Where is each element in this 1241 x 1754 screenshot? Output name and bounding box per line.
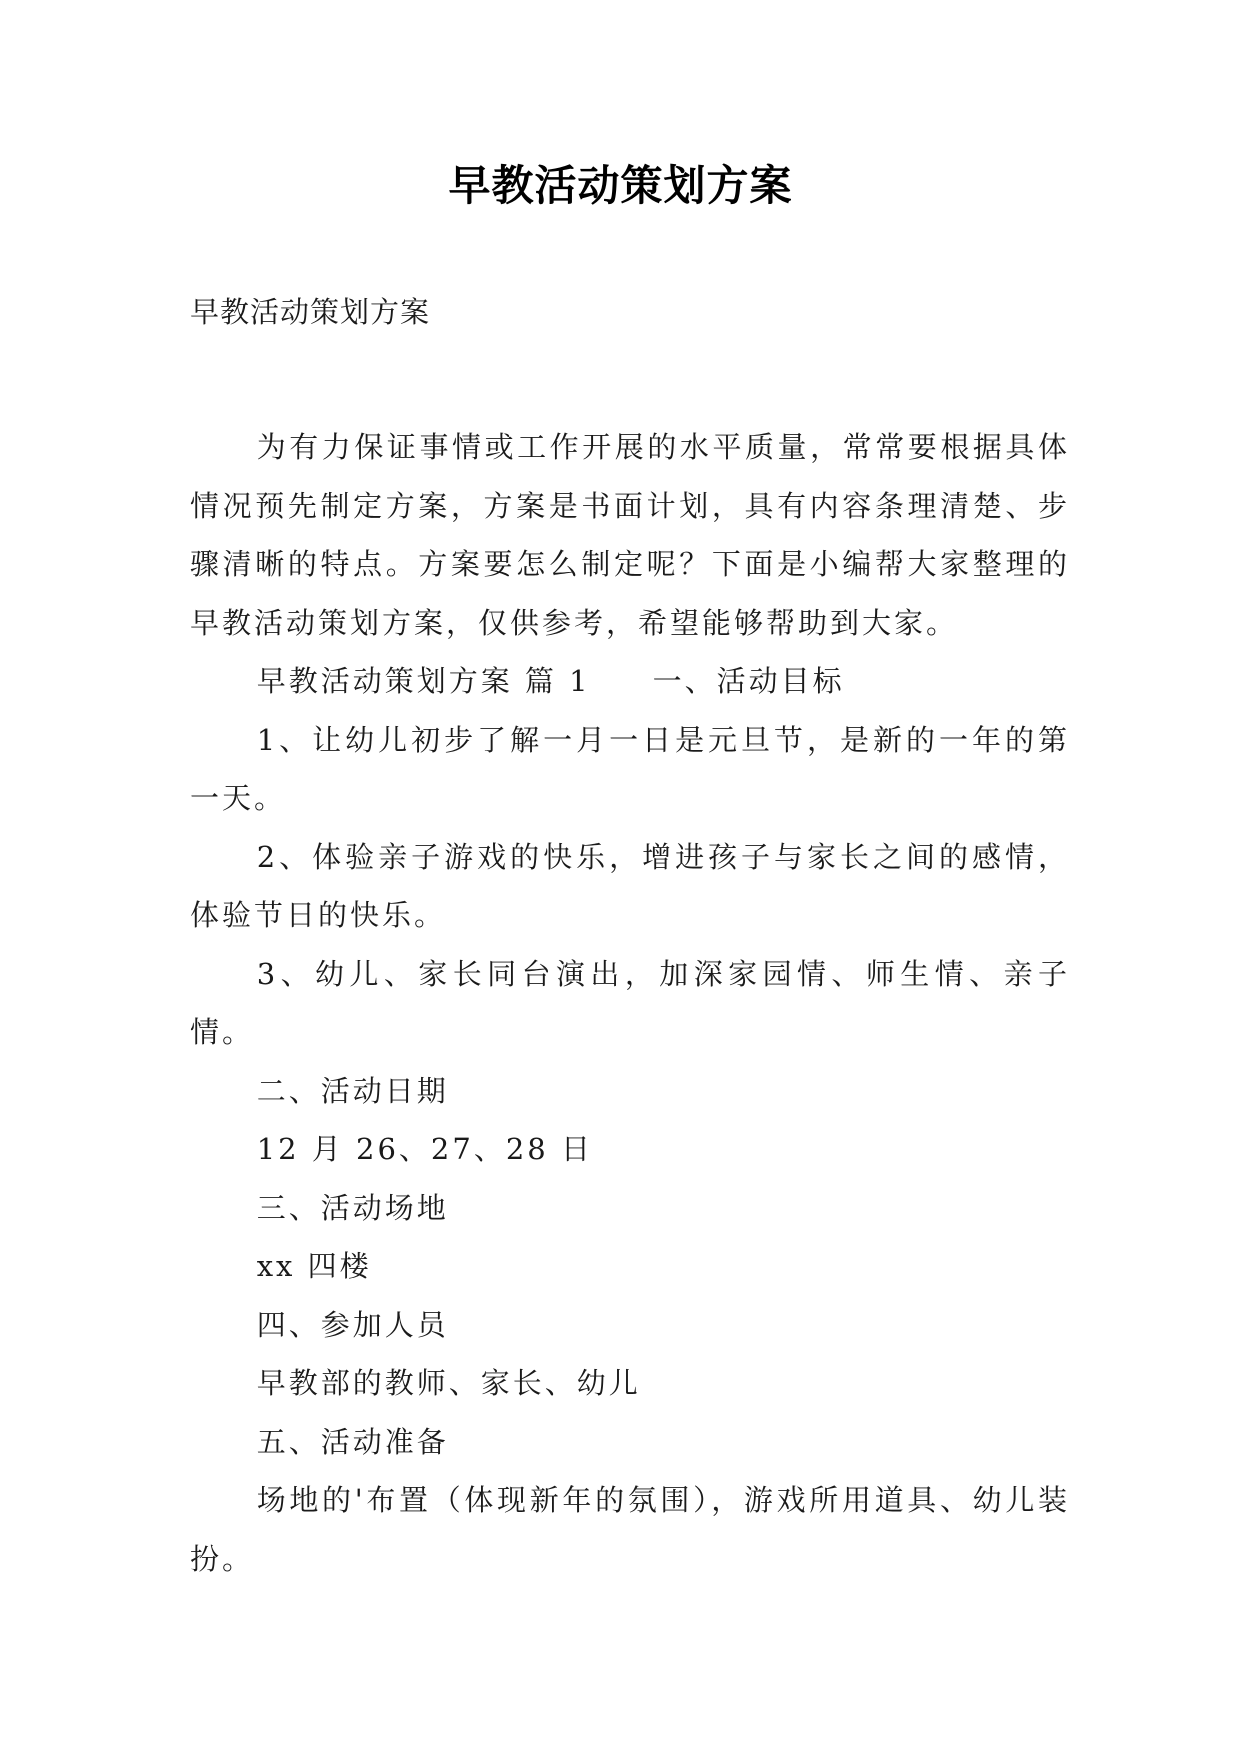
document-subtitle: 早教活动策划方案 xyxy=(190,295,431,329)
preparation-value: 场地的'布置（体现新年的氛围），游戏所用道具、幼儿装扮。 xyxy=(190,1483,1070,1576)
section-line xyxy=(190,652,1070,711)
section-heading: 一、活动目标 xyxy=(652,664,845,698)
intro-paragraph: 为有力保证事情或工作开展的水平质量，常常要根据具体情况预先制定方案，方案是书面计划，具有内容条理清楚、步骤清晰的特点。方案要怎么制定呢？下面是小编帮大家整理的早教活动策划方案，仅供参考，希望能够帮助到大家。 xyxy=(190,430,1070,640)
participants-value: 早教部的教师、家长、幼儿 xyxy=(256,1366,641,1400)
goal-item-2: 2、体验亲子游戏的快乐，增进孩子与家长之间的感情，体验节日的快乐。 xyxy=(190,839,1070,932)
document-body xyxy=(190,418,1070,1588)
participants-heading: 四、参加人员 xyxy=(256,1307,449,1342)
preparation-heading: 五、活动准备 xyxy=(256,1424,449,1459)
document-title: 早教活动策划方案 xyxy=(448,161,793,210)
goal-item-1: 1、让幼儿初步了解一月一日是元旦节，是新的一年的第一天。 xyxy=(190,722,1070,815)
goal-item-3: 3、幼儿、家长同台演出，加深家园情、师生情、亲子情。 xyxy=(190,956,1070,1049)
venue-heading: 三、活动场地 xyxy=(256,1190,449,1225)
section-part-label: 早教活动策划方案 篇 1 xyxy=(256,664,591,698)
date-heading: 二、活动日期 xyxy=(256,1073,449,1108)
date-value: 12 月 26、27、28 日 xyxy=(256,1132,593,1166)
venue-value: xx 四楼 xyxy=(256,1249,372,1283)
